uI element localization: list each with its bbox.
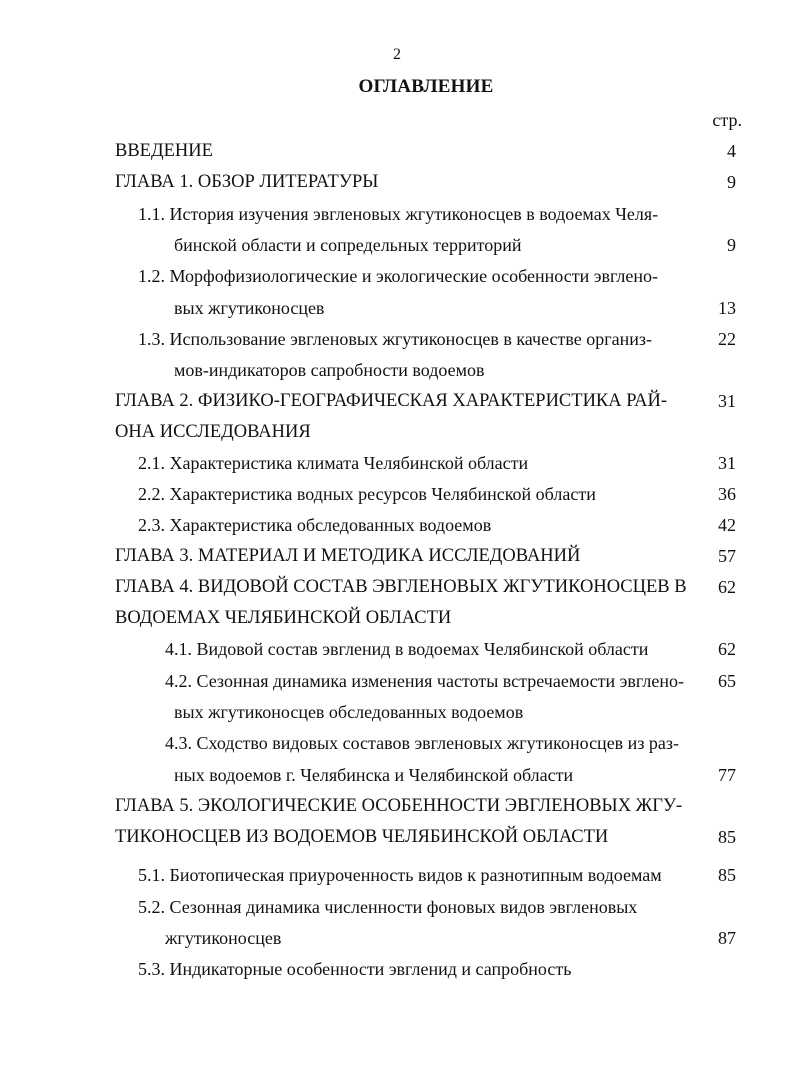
toc-entry-section-4-3-cont: ных водоемов г. Челябинска и Челябинской области — [174, 765, 574, 785]
toc-page-number: 85 — [718, 827, 736, 847]
toc-page-number: 77 — [718, 765, 736, 785]
toc-entry-chapter-2: ГЛАВА 2. ФИЗИКО-ГЕОГРАФИЧЕСКАЯ ХАРАКТЕРИСТИКА РАЙ- — [115, 391, 668, 411]
toc-entry-section-5-3: 5.3. Индикаторные особенности эвгленид и сапробность — [138, 959, 572, 979]
toc-page-number: 42 — [718, 515, 736, 535]
toc-entry-section-1-3-cont: мов-индикаторов сапробности водоемов — [174, 360, 485, 380]
toc-entry-section-5-1: 5.1. Биотопическая приуроченность видов к разнотипным водоемам — [138, 865, 662, 885]
toc-entry-section-2-2: 2.2. Характеристика водных ресурсов Челябинской области — [138, 484, 596, 504]
toc-page-number: 13 — [718, 298, 736, 318]
toc-entry-section-4-1: 4.1. Видовой состав эвгленид в водоемах Челябинской области — [165, 639, 649, 659]
toc-entry-chapter-5: ГЛАВА 5. ЭКОЛОГИЧЕСКИЕ ОСОБЕННОСТИ ЭВГЛЕНОВЫХ ЖГУ- — [115, 796, 683, 816]
toc-entry-chapter-3: ГЛАВА 3. МАТЕРИАЛ И МЕТОДИКА ИССЛЕДОВАНИЙ — [115, 546, 581, 566]
toc-entry-section-4-3: 4.3. Сходство видовых составов эвгленовых жгутиконосцев из раз- — [165, 733, 680, 753]
page-column-label: стр. — [712, 110, 742, 130]
toc-page-number: 36 — [718, 484, 736, 504]
toc-page-number: 4 — [727, 141, 736, 161]
toc-entry-section-2-1: 2.1. Характеристика климата Челябинской области — [138, 453, 529, 473]
toc-page-number: 85 — [718, 865, 736, 885]
toc-page-number: 65 — [718, 671, 736, 691]
toc-entry-section-1-3: 1.3. Использование эвгленовых жгутиконосцев в качестве организ- — [138, 329, 653, 349]
toc-entry-chapter-2-cont: ОНА ИССЛЕДОВАНИЯ — [115, 422, 311, 442]
toc-entry-chapter-1: ГЛАВА 1. ОБЗОР ЛИТЕРАТУРЫ — [115, 172, 379, 192]
toc-page-number: 62 — [718, 577, 736, 597]
toc-entry-section-5-2: 5.2. Сезонная динамика численности фоновых видов эвгленовых — [138, 897, 638, 917]
toc-page-number: 9 — [727, 235, 736, 255]
toc-entry-chapter-4: ГЛАВА 4. ВИДОВОЙ СОСТАВ ЭВГЛЕНОВЫХ ЖГУТИКОНОСЦЕВ В — [115, 577, 687, 597]
toc-entry-section-1-2: 1.2. Морфофизиологические и экологические особенности эвглено- — [138, 266, 659, 286]
toc-page-number: 87 — [718, 928, 736, 948]
toc-entry-section-4-2: 4.2. Сезонная динамика изменения частоты встречаемости эвглено- — [165, 671, 684, 691]
toc-entry-section-1-1: 1.1. История изучения эвгленовых жгутиконосцев в водоемах Челя- — [138, 204, 659, 224]
toc-entry-section-5-2-cont: жгутиконосцев — [165, 928, 282, 948]
toc-page-number: 31 — [718, 391, 736, 411]
toc-entry-chapter-4-cont: ВОДОЕМАХ ЧЕЛЯБИНСКОЙ ОБЛАСТИ — [115, 608, 452, 628]
toc-page-number: 9 — [727, 172, 736, 192]
toc-entry-introduction: ВВЕДЕНИЕ — [115, 141, 213, 161]
toc-entry-section-1-1-cont: бинской области и сопредельных территорий — [174, 235, 522, 255]
page-number: 2 — [393, 46, 401, 63]
toc-entry-section-1-2-cont: вых жгутиконосцев — [174, 298, 325, 318]
toc-page-number: 31 — [718, 453, 736, 473]
toc-entry-section-2-3: 2.3. Характеристика обследованных водоемов — [138, 515, 492, 535]
toc-page-number: 22 — [718, 329, 736, 349]
toc-entry-chapter-5-cont: ТИКОНОСЦЕВ ИЗ ВОДОЕМОВ ЧЕЛЯБИНСКОЙ ОБЛАСТИ — [115, 827, 609, 847]
page-title: ОГЛАВЛЕНИЕ — [358, 76, 494, 97]
toc-page-number: 62 — [718, 639, 736, 659]
toc-entry-section-4-2-cont: вых жгутиконосцев обследованных водоемов — [174, 702, 524, 722]
toc-page-number: 57 — [718, 546, 736, 566]
